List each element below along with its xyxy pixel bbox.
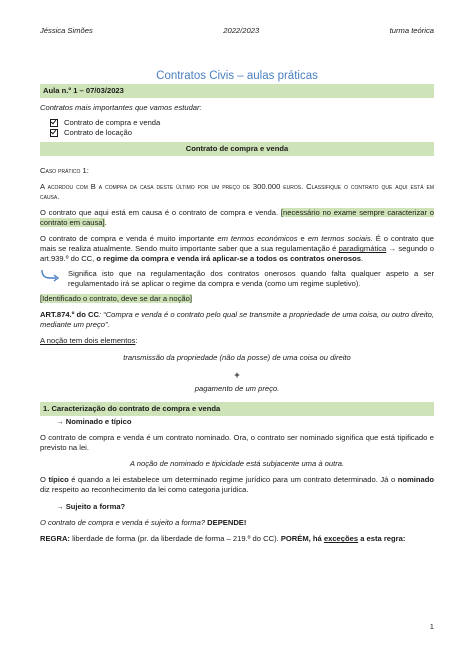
header-class: turma teórica <box>389 26 434 35</box>
p2-text-2: e <box>297 234 308 244</box>
curved-arrow-icon <box>40 269 60 283</box>
subheading-forma: → Sujeito a forma? <box>56 502 126 512</box>
section-1-bar: 1. Caracterização do contrato de compra e venda <box>40 402 434 416</box>
p8-italic: O contrato de compra e venda é sujeito a forma? <box>40 518 206 528</box>
list-item <box>40 128 434 138</box>
header-author: Jéssica Simões <box>40 26 93 35</box>
p2-text-5: . <box>361 254 364 264</box>
paragraph-3: Significa isto que na regulamentação dos contratos onerosos quando falta qualquer aspeto a ser regulamentado irá se aplicar o regime da compra e venda (como um regime supletivo). <box>68 269 434 289</box>
p7-text-3: diz respeito ao reconhecimento da lei como categoria jurídica. <box>40 485 249 495</box>
notion-title: A noção tem dois elementos <box>40 336 136 346</box>
checkbox-icon <box>50 119 58 127</box>
p9-bold-3: a esta regra: <box>358 534 406 544</box>
paragraph-6: A noção de nominado e tipicidade está subjacente uma à outra. <box>129 459 345 469</box>
lesson-bar: Aula n.º 1 – 07/03/2023 <box>40 84 434 98</box>
p9-bold-1: REGRA: <box>40 534 70 544</box>
page-header <box>40 26 434 36</box>
p7-text-2: é quando a lei estabelece um determinado regime jurídico para um contrato determinado. Já o <box>68 475 398 485</box>
p1-text: O contrato que aqui está em causa é o contrato de compra e venda. <box>40 208 281 218</box>
article-874 <box>40 310 434 330</box>
p7-bold-2: nominado <box>397 475 434 485</box>
paragraph-3-row <box>40 269 434 289</box>
p2-italic-2: em termos sociais <box>307 234 371 244</box>
header-year: 2022/2023 <box>223 26 260 35</box>
contracts-list <box>40 118 434 138</box>
subheading-nominado: → Nominado e típico <box>56 417 132 427</box>
paragraph-5: O contrato de compra e venda é um contrato nominado. Ora, o contrato ser nominado significa que está tipificado e previsto na lei. <box>40 433 434 453</box>
p2-bold: o regime da compra e venda irá aplicar-se a todos os contratos onerosos <box>96 254 361 264</box>
p1-end: . <box>104 218 107 228</box>
section-bar: Contrato de compra e venda <box>40 142 434 156</box>
element-2: pagamento de um preço. <box>194 384 280 394</box>
paragraph-2 <box>40 234 434 264</box>
plus-sign: + <box>234 370 240 381</box>
list-item <box>40 118 434 128</box>
p9-bold-2: PORÉM, há <box>280 534 324 544</box>
p2-underline: paradigmática <box>338 244 387 254</box>
p7-text: O <box>40 475 49 485</box>
notion-heading <box>40 336 434 346</box>
p1-note: [necessário no exame sempre caracterizar o contrato em causa] <box>40 208 434 228</box>
paragraph-9 <box>40 534 434 544</box>
case-label: Caso prático 1: <box>40 166 89 176</box>
article-label: ART.874.º do CC <box>40 310 99 320</box>
element-1: transmissão da propriedade (não da posse) de uma coisa ou direito <box>123 353 351 363</box>
p2-text-4: → segundo o art.939.º do CC, <box>40 244 434 264</box>
checkbox-icon <box>50 129 58 137</box>
p2-text-3: . É o contrato que mais se realiza atualmente. Sendo muito importante saber que a sua regulamentação é <box>40 234 434 254</box>
document-body <box>40 84 434 544</box>
paragraph-1 <box>40 208 434 228</box>
p9-text: liberdade de forma (pr. da liberdade de forma – 219.º do CC). <box>69 534 281 544</box>
p4-highlight: [Identificado o contrato, deve se dar a noção] <box>40 294 192 304</box>
p2-italic-1: em termos económicos <box>217 234 298 244</box>
list-item-label: Contrato de compra e venda <box>64 118 161 128</box>
intro-text: Contratos mais importantes que vamos estudar: <box>40 103 202 113</box>
p2-text: O contrato de compra e venda é muito importante <box>40 234 218 244</box>
paragraph-8 <box>40 518 434 528</box>
page-number: 1 <box>429 622 434 631</box>
p8-bold: DEPENDE! <box>205 518 247 528</box>
article-text: : “Compra e venda é o contrato pelo qual se transmite a propriedade de uma coisa, ou outro direito, mediante um preço”. <box>40 310 434 330</box>
paragraph-4 <box>40 294 434 304</box>
p7-bold-1: típico <box>48 475 69 485</box>
paragraph-7 <box>40 475 434 495</box>
page-title: Contratos Civis – aulas práticas <box>156 70 318 82</box>
list-item-label: Contrato de locação <box>64 128 132 138</box>
notion-colon: : <box>135 336 138 346</box>
case-text: A acordou com B a compra da casa deste último por um preço de 300.000 euros. Classifique o contrato que aqui está em causa. <box>40 182 434 202</box>
p9-underline: exceções <box>323 534 359 544</box>
